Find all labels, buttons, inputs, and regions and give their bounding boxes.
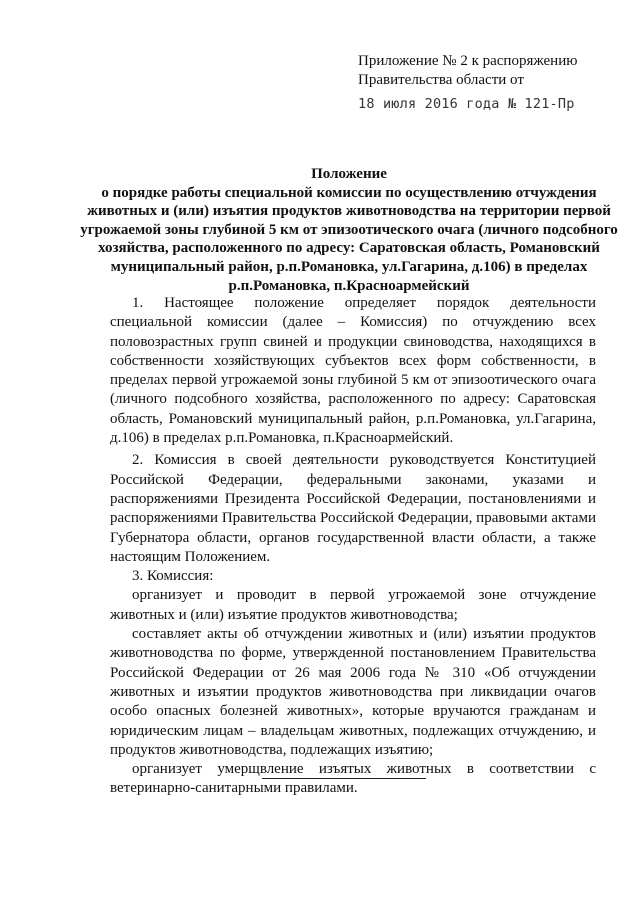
title-subtitle: о порядке работы специальной комиссии по осуществлению отчуждения животных и (или) изъятия продуктов животноводства на территории первой угрожаемой зоны глубиной 5 км от эпизоотического очага (личного подсобного хозяйства, расположенного по адресу: Саратовская область, Романовский муниципальный район, р.п.Романовка, ул.Гагарина, д.106) в пределах р.п.Романовка, п.Красноармейский: [80, 184, 618, 294]
title-heading: Положение: [311, 166, 387, 182]
appendix-date-stamp: 18 июля 2016 года № 121-Пр: [358, 96, 575, 112]
document-body: [110, 294, 596, 799]
document-title: [80, 165, 618, 295]
paragraph-1: 1. Настоящее положение определяет порядок деятельности специальной комиссии (далее – Комиссия) по отчуждению всех половозрастных групп свиней и продукции свиноводства, находящихся в собственности хозяйствующих субъектов всех форм собственности, в пределах первой угрожаемой зоны глубиной 5 км от эпизоотического очага (личного подсобного хозяйства, расположенного по адресу: Саратовская область, Романовский муниципальный район, р.п.Романовка, ул.Гагарина, д.106) в пределах р.п.Романовка, п.Красноармейский.: [110, 295, 596, 447]
paragraph-3: 3. Комиссия:: [132, 568, 214, 585]
paragraph-6: организует умерщвление изъятых животных в соответствии с ветеринарно-санитарными правилами.: [110, 761, 596, 797]
appendix-line-1: Приложение № 2 к распоряжению: [358, 53, 578, 69]
appendix-header: [358, 52, 628, 114]
closing-divider-line: [262, 778, 426, 779]
paragraph-4: организует и проводит в первой угрожаемой зоне отчуждение животных и (или) изъятие продуктов животноводства;: [110, 587, 596, 623]
appendix-line-2: Правительства области от: [358, 72, 524, 88]
paragraph-2: 2. Комиссия в своей деятельности руководствуется Конституцией Российской Федерации, федеральными законами, указами и распоряжениями Президента Российской Федерации, постановлениями и распоряжениями Правительства Российской Федерации, правовыми актами Губернатора области, органов государственной власти области, а также настоящим Положением.: [110, 452, 596, 565]
paragraph-5: составляет акты об отчуждении животных и (или) изъятии продуктов животноводства по форме, утвержденной постановлением Правительства Российской Федерации от 26 мая 2006 года № 310 «Об отчуждении животных и изъятии продуктов животноводства при ликвидации очагов особо опасных болезней животных», которые вручаются гражданам и юридическим лицам – владельцам животных, подлежащих отчуждению, и продуктов животноводства, подлежащих изъятию;: [110, 626, 596, 758]
